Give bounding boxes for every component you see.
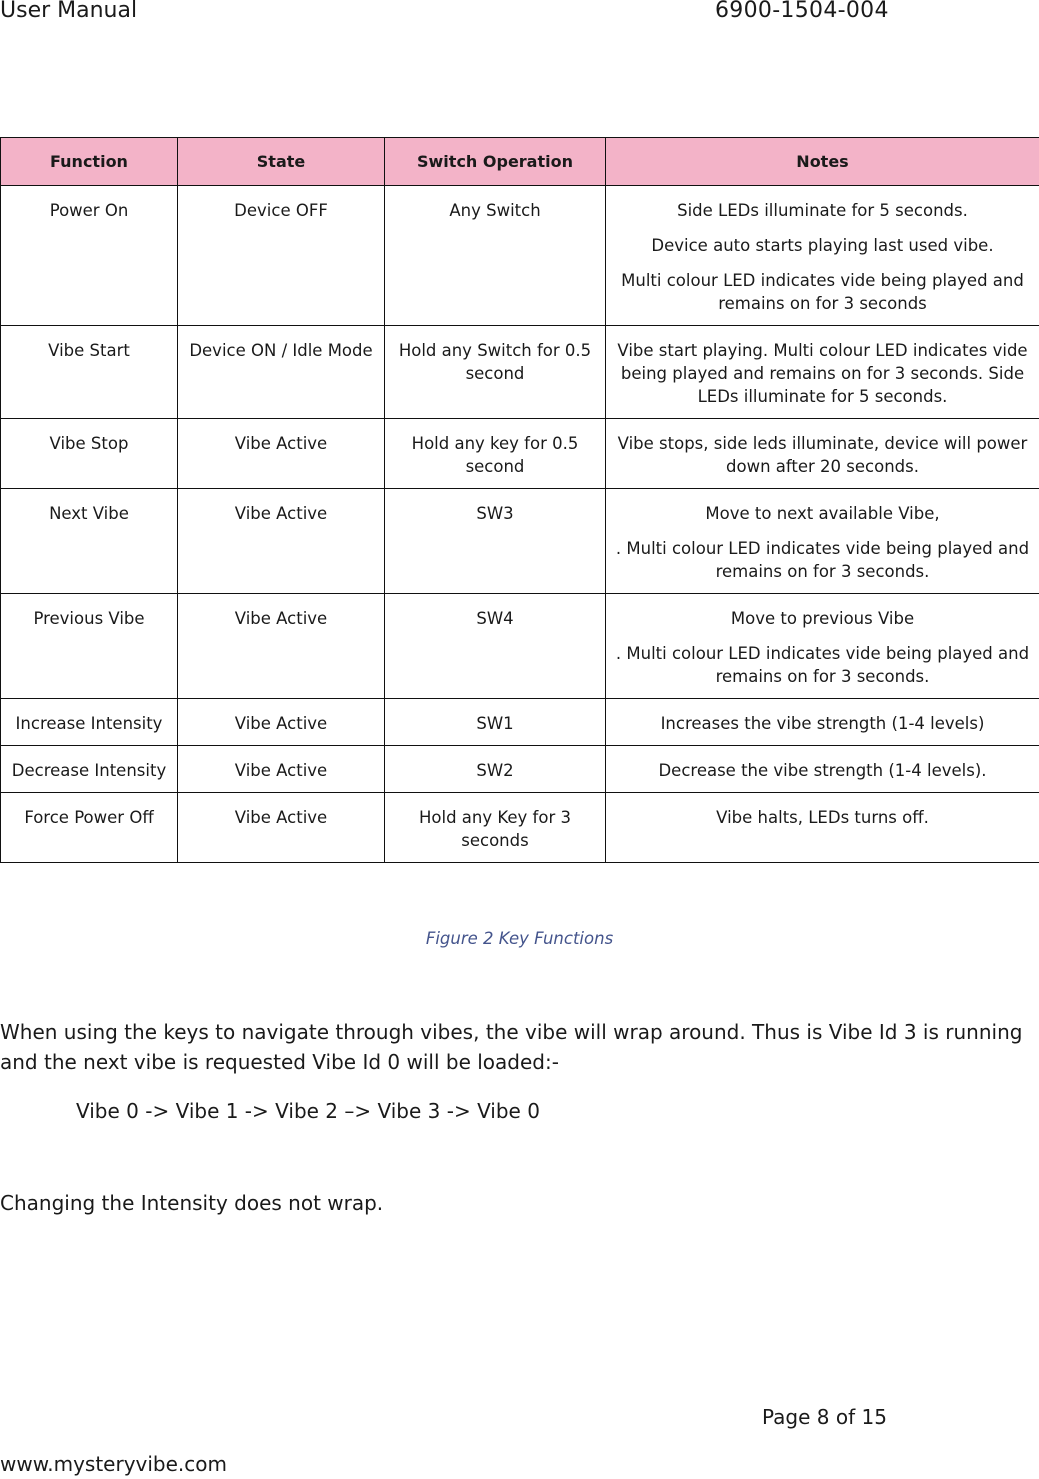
switch-operation-cell: SW2 xyxy=(385,746,606,793)
switch-operation-cell: SW3 xyxy=(385,489,606,594)
table-row xyxy=(1,699,1039,746)
note-line: Vibe stops, side leds illuminate, device will power down after 20 seconds. xyxy=(617,434,1028,476)
header-title: User Manual xyxy=(0,0,138,23)
table-header-row xyxy=(1,138,1039,186)
function-cell: Vibe Start xyxy=(1,326,178,419)
function-cell: Vibe Stop xyxy=(1,419,178,489)
note-line: Multi colour LED indicates vide being played and remains on for 3 seconds xyxy=(621,271,1024,313)
function-cell: Increase Intensity xyxy=(1,699,178,746)
notes-cell xyxy=(606,746,1039,793)
table-row xyxy=(1,793,1039,863)
notes-cell xyxy=(606,419,1039,489)
notes-cell xyxy=(606,186,1039,326)
state-cell: Vibe Active xyxy=(178,699,385,746)
website-url: www.mysteryvibe.com xyxy=(0,1452,228,1476)
switch-operation-cell: Hold any Key for 3 seconds xyxy=(385,793,606,863)
state-cell: Device ON / Idle Mode xyxy=(178,326,385,419)
note-line: Vibe halts, LEDs turns off. xyxy=(716,808,929,827)
column-header-notes: Notes xyxy=(606,138,1039,186)
note-line: Move to previous Vibe xyxy=(730,609,915,628)
state-cell: Vibe Active xyxy=(178,746,385,793)
function-cell: Force Power Off xyxy=(1,793,178,863)
wrap-paragraph: When using the keys to navigate through vibes, the vibe will wrap around. Thus is Vibe Id 3 is running and the next vibe is requested Vibe Id 0 will be loaded:- xyxy=(0,1020,1023,1074)
switch-operation-cell: SW1 xyxy=(385,699,606,746)
table-row xyxy=(1,489,1039,594)
intensity-paragraph: Changing the Intensity does not wrap. xyxy=(0,1191,384,1215)
table-body xyxy=(1,186,1039,863)
state-cell: Vibe Active xyxy=(178,419,385,489)
table-row xyxy=(1,746,1039,793)
note-line: Device auto starts playing last used vibe. xyxy=(651,236,994,255)
note-line: . Multi colour LED indicates vide being played and remains on for 3 seconds. xyxy=(615,644,1030,686)
column-header-function: Function xyxy=(1,138,178,186)
notes-cell xyxy=(606,699,1039,746)
function-cell: Next Vibe xyxy=(1,489,178,594)
notes-cell xyxy=(606,594,1039,699)
state-cell: Device OFF xyxy=(178,186,385,326)
column-header-switch-operation: Switch Operation xyxy=(385,138,606,186)
state-cell: Vibe Active xyxy=(178,594,385,699)
notes-cell xyxy=(606,489,1039,594)
note-line: Decrease the vibe strength (1-4 levels). xyxy=(658,761,987,780)
table-row xyxy=(1,419,1039,489)
note-line: Increases the vibe strength (1-4 levels) xyxy=(660,714,985,733)
function-cell: Decrease Intensity xyxy=(1,746,178,793)
switch-operation-cell: Hold any Switch for 0.5 second xyxy=(385,326,606,419)
document-number: 6900-1504-004 xyxy=(715,0,889,23)
table-row xyxy=(1,594,1039,699)
notes-cell xyxy=(606,793,1039,863)
switch-operation-cell: SW4 xyxy=(385,594,606,699)
figure-caption: Figure 2 Key Functions xyxy=(425,929,614,948)
column-header-state: State xyxy=(178,138,385,186)
state-cell: Vibe Active xyxy=(178,489,385,594)
note-line: . Multi colour LED indicates vide being played and remains on for 3 seconds. xyxy=(615,539,1030,581)
switch-operation-cell: Hold any key for 0.5 second xyxy=(385,419,606,489)
table-row xyxy=(1,326,1039,419)
vibe-sequence: Vibe 0 -> Vibe 1 -> Vibe 2 –> Vibe 3 -> Vibe 0 xyxy=(76,1099,540,1123)
key-functions-table xyxy=(0,137,1039,863)
note-line: Move to next available Vibe, xyxy=(705,504,940,523)
state-cell: Vibe Active xyxy=(178,793,385,863)
function-cell: Power On xyxy=(1,186,178,326)
function-cell: Previous Vibe xyxy=(1,594,178,699)
note-line: Side LEDs illuminate for 5 seconds. xyxy=(677,201,968,220)
switch-operation-cell: Any Switch xyxy=(385,186,606,326)
note-line: Vibe start playing. Multi colour LED indicates vide being played and remains on for 3 seconds. Side LEDs illuminate for 5 seconds. xyxy=(617,341,1028,406)
page-number: Page 8 of 15 xyxy=(762,1405,887,1429)
table-row xyxy=(1,186,1039,326)
notes-cell xyxy=(606,326,1039,419)
